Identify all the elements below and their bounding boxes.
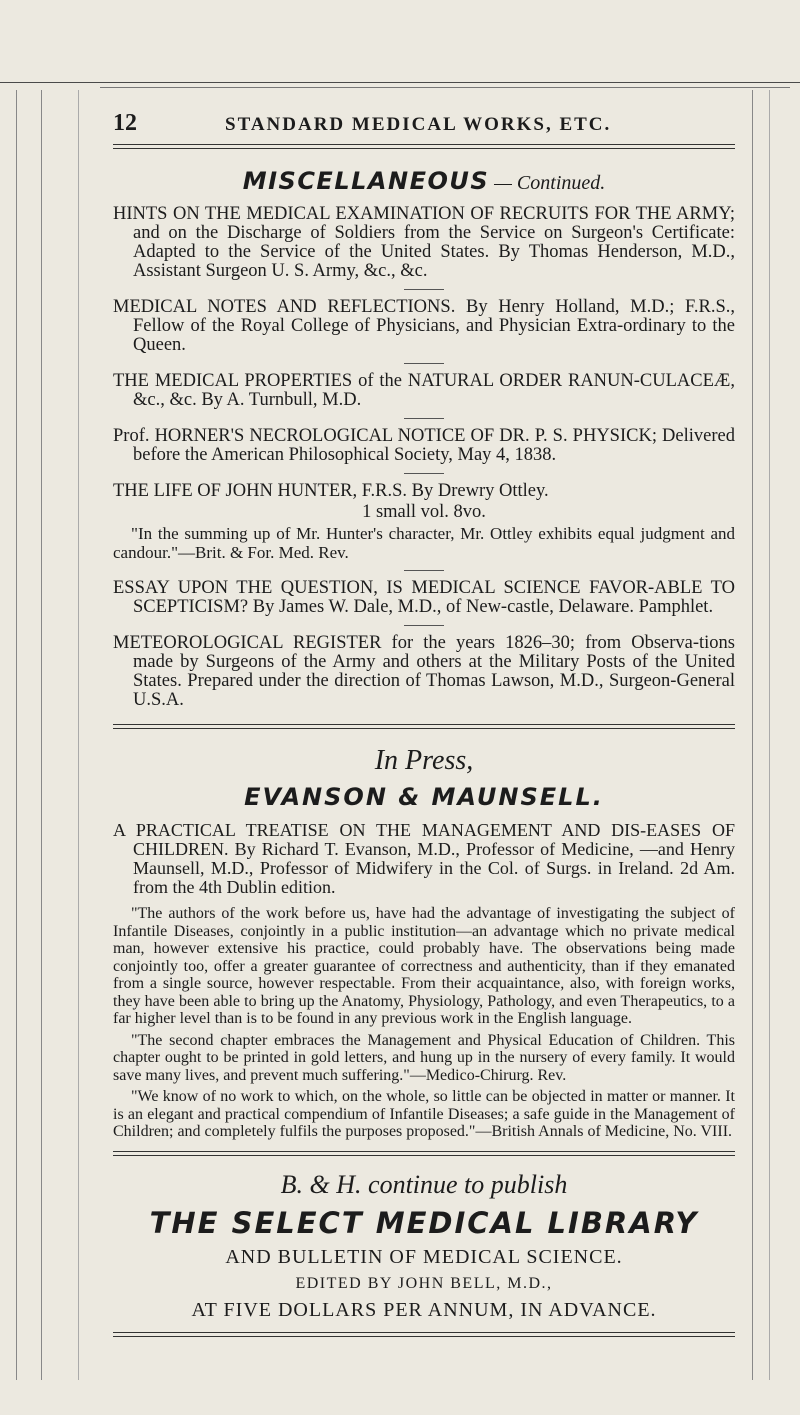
section-title-main: MISCELLANEOUS (242, 167, 490, 195)
divider (404, 363, 444, 364)
entry-children-treatise: A PRACTICAL TREATISE ON THE MANAGEMENT AND DIS-EASES OF CHILDREN. By Richard T. Evanson, M.D., Professor of Medicine, —and Henry Maunsell, M.D., Professor of Midwifery in the Col. of Surgs. in Ireland. 2d Am. from the 4th Dublin edition. (113, 820, 735, 897)
divider (404, 473, 444, 474)
library-price: AT FIVE DOLLARS PER ANNUM, IN ADVANCE. (191, 1298, 657, 1321)
entry-ranunculaceae: THE MEDICAL PROPERTIES of the NATURAL ORDER RANUN-CULACEÆ, &c., &c. By A. Turnbull, M.D. (113, 371, 735, 410)
divider (404, 289, 444, 290)
divider (404, 625, 444, 626)
review-quote: "The second chapter embraces the Management and Physical Education of Children. This chapter ought to be printed in gold letters, and hung up in the nursery of every family. It would save many lives, and prevent much suffering."—Medico-Chirurg. Rev. (113, 1031, 735, 1084)
library-subtitle: AND BULLETIN OF MEDICAL SCIENCE. (225, 1245, 623, 1268)
entry-hunter-quote: "In the summing up of Mr. Hunter's character, Mr. Ottley exhibits equal judgment and candour."—Brit. & For. Med. Rev. (113, 524, 735, 562)
library-title: THE SELECT MEDICAL LIBRARY (149, 1205, 699, 1240)
entry-hunter-title: THE LIFE OF JOHN HUNTER, F.R.S. By Drewry Ottley. (113, 481, 549, 501)
entry-horner-notice: Prof. HORNER'S NECROLOGICAL NOTICE OF DR. P. S. PHYSICK; Delivered before the American Philosophical Society, May 4, 1838. (113, 426, 735, 465)
entry-recruits: HINTS ON THE MEDICAL EXAMINATION OF RECRUITS FOR THE ARMY; and on the Discharge of Soldiers from the Service on Surgeon's Certificate: Adapted to the Service of the United States. By Thomas Henderson, M.D., Assistant Surgeon U. S. Army, &c., &c. (113, 204, 735, 281)
page-number: 12 (113, 110, 137, 136)
review-quote: "We know of no work to which, on the whole, so little can be objected in matter or manner. It is an elegant and practical compendium of Infantile Diseases; a safe guide in the Management of Children; and completely fulfils the purposes proposed."—British Annals of Medicine, No. VIII. (113, 1088, 735, 1140)
book-page (113, 110, 735, 1337)
library-editor: EDITED BY JOHN BELL, M.D., (295, 1274, 553, 1292)
entry-scepticism: ESSAY UPON THE QUESTION, IS MEDICAL SCIENCE FAVOR-ABLE TO SCEPTICISM? By James W. Dale, M.D., of New-castle, Delaware. Pamphlet. (113, 578, 735, 617)
section-title-continued: — Continued. (494, 172, 606, 194)
divider (404, 570, 444, 571)
header-rule (113, 144, 735, 149)
entry-meteorological: METEOROLOGICAL REGISTER for the years 1826–30; from Observa-tions made by Surgeons of the Army and others at the Military Posts of the United States. Prepared under the direction of Thomas Lawson, M.D., Surgeon-General U.S.A. (113, 633, 735, 710)
in-press-heading: In Press, (374, 745, 474, 776)
entry-medical-notes: MEDICAL NOTES AND REFLECTIONS. By Henry Holland, M.D.; F.R.S., Fellow of the Royal College of Physicians, and Physician Extra-ordinary to the Queen. (113, 297, 735, 355)
continue-heading: B. & H. continue to publish (280, 1169, 568, 1199)
page-header (113, 110, 735, 144)
divider (404, 418, 444, 419)
section-rule (113, 1151, 735, 1156)
entry-hunter-format: 1 small vol. 8vo. (362, 502, 486, 522)
running-head: STANDARD MEDICAL WORKS, ETC. (225, 114, 612, 135)
footer-rule (113, 1332, 735, 1337)
publisher-name: EVANSON & MAUNSELL. (244, 783, 604, 811)
section-rule (113, 724, 735, 729)
section-title (113, 167, 735, 195)
review-quote: "The authors of the work before us, have had the advantage of investigating the subject of Infantile Diseases, conjointly in a public institution—an advantage which no private medical man, however extensive his practice, could probably have. The observations being made conjointly too, offer a greater guarantee of correctness and authenticity, than if they emanated from a single source, however respectable. From their acquaintance, also, with foreign works, they have been able to bring up the Anatomy, Physiology, Pathology, and even Therapeutics, to a far higher level than is to be found in any previous work in the English language. (113, 905, 735, 1027)
